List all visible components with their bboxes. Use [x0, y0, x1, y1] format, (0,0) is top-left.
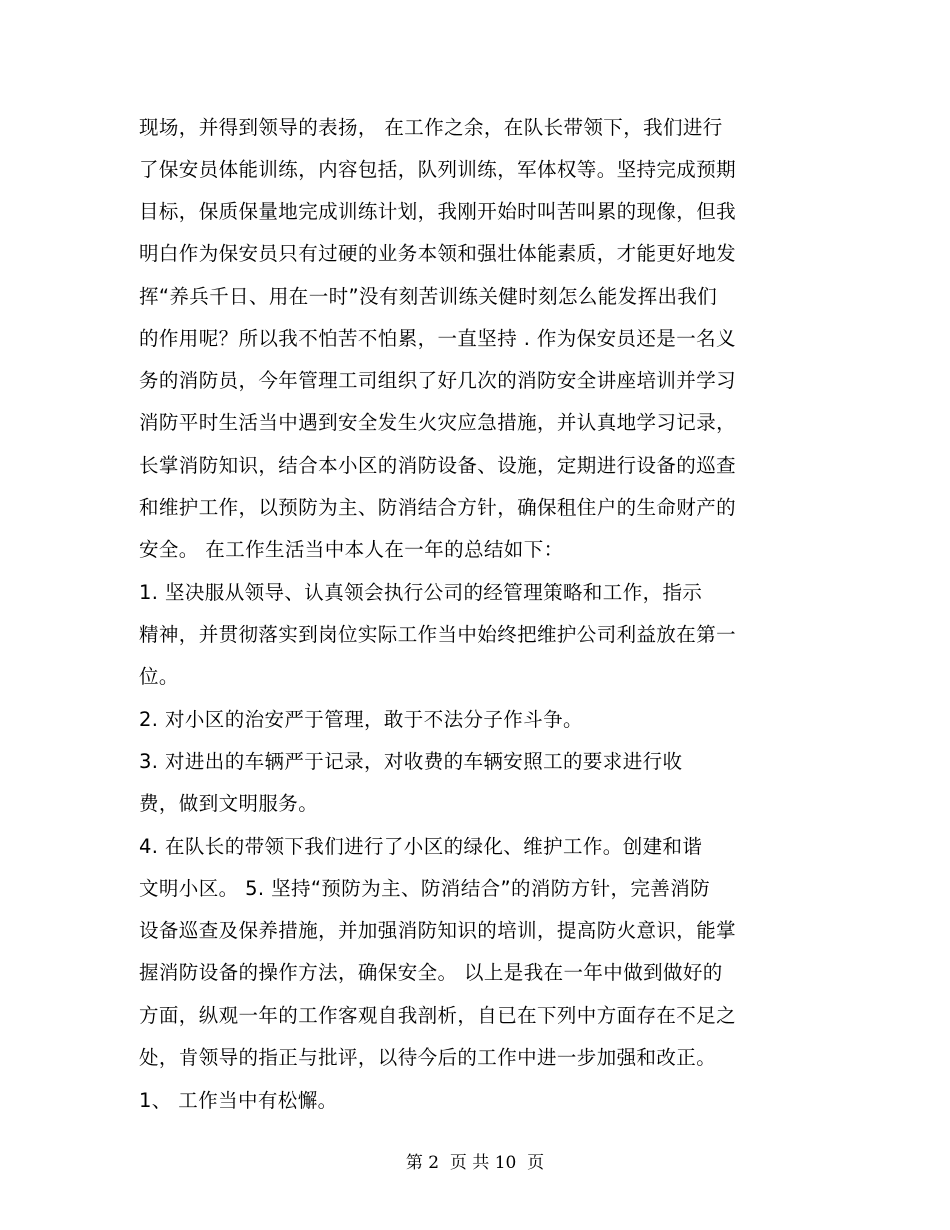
text-line: 安全。 在工作生活当中本人在一年的总结如下：	[139, 538, 564, 561]
text-line: 目标，保质保量地完成训练计划，我刚开始时叫苦叫累的现像，但我	[139, 200, 737, 223]
page-number-footer: 第 2 页 共 10 页	[405, 1153, 545, 1173]
text-line: 精神，并贯彻落实到岗位实际工作当中始终把维护公司利益放在第一	[139, 623, 737, 646]
text-line: 设备巡查及保养措施，并加强消防知识的培训，提高防火意识，能掌	[139, 919, 737, 942]
text-line: 和维护工作，以预防为主、防消结合方针，确保租住户的生命财产的	[139, 496, 737, 519]
text-line: 消防平时生活当中遇到安全发生火灾应急措施，并认真地学习记录，	[139, 411, 737, 434]
text-line: 文明小区。 5. 坚持“预防为主、防消结合”的消防方针，完善消防	[139, 877, 711, 900]
list-item-line: 4. 在队长的带领下我们进行了小区的绿化、维护工作。创建和谐	[139, 835, 703, 858]
text-line: 长掌消防知识，结合本小区的消防设备、设施，定期进行设备的巡查	[139, 454, 737, 477]
text-line: 务的消防员，今年管理工司组织了好几次的消防安全讲座培训并学习	[139, 369, 737, 392]
text-line: 明白作为保安员只有过硬的业务本领和强壮体能素质，才能更好地发	[139, 242, 737, 265]
text-line: 了保安员体能训练，内容包括，队列训练，军体权等。坚持完成预期	[139, 158, 737, 181]
list-item-line: 1. 坚决服从领导、认真领会执行公司的经管理策略和工作，指示	[139, 581, 703, 604]
list-item-line: 3. 对进出的车辆严于记录，对收费的车辆安照工的要求进行收	[139, 750, 683, 773]
list-item-line: 2. 对小区的治安严于管理，敢于不法分子作斗争。	[139, 708, 583, 731]
text-line: 握消防设备的操作方法，确保安全。 以上是我在一年中做到做好的	[139, 961, 723, 984]
text-line: 挥“养兵千日、用在一时”没有刻苦训练关健时刻怎么能发挥出我们	[139, 285, 718, 308]
text-line: 处，肯领导的指正与批评，以待今后的工作中进一步加强和改正。	[139, 1046, 717, 1069]
text-line: 方面，纵观一年的工作客观自我剖析，自已在下列中方面存在不足之	[139, 1004, 737, 1027]
text-line: 现场，并得到领导的表扬， 在工作之余，在队长带领下，我们进行	[139, 116, 723, 139]
text-line: 的作用呢？所以我不怕苦不怕累，一直坚持 . 作为保安员还是一名义	[139, 327, 736, 350]
text-line: 位。	[139, 665, 179, 688]
text-line: 费，做到文明服务。	[139, 792, 319, 815]
list-item-line: 1、 工作当中有松懈。	[139, 1089, 338, 1112]
